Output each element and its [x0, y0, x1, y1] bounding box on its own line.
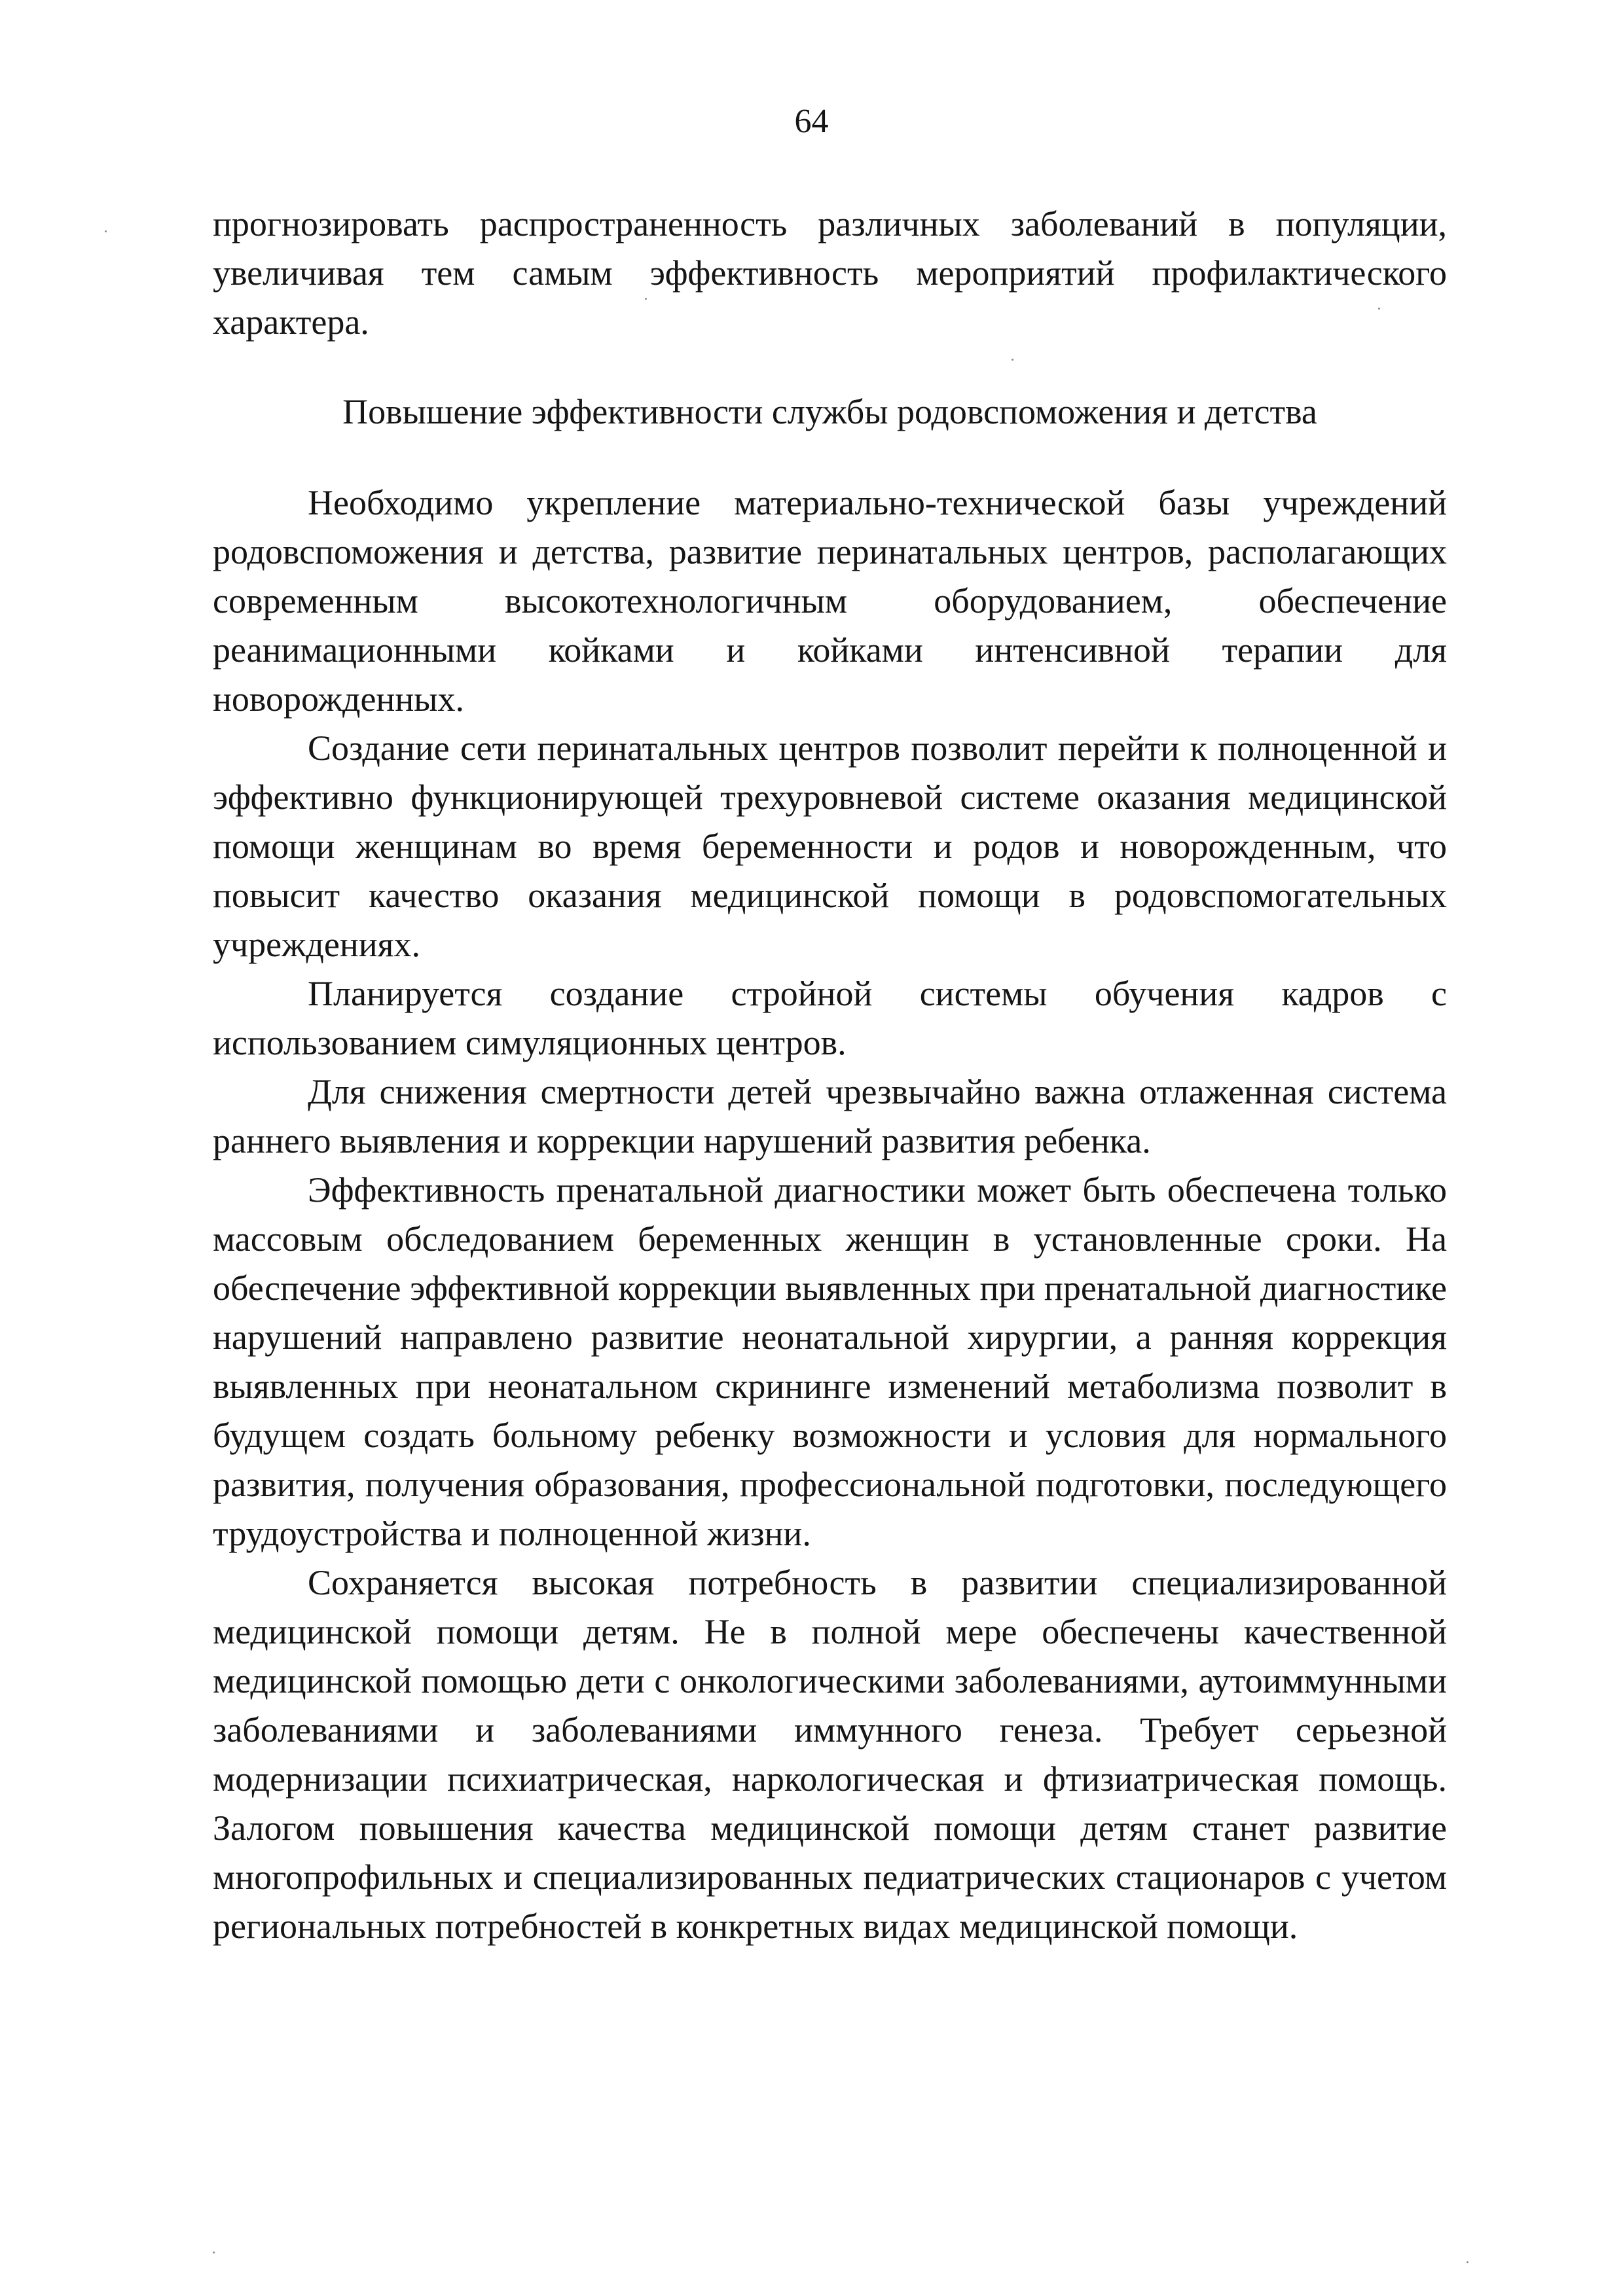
scan-speck	[1467, 2261, 1468, 2263]
scan-speck	[1378, 308, 1380, 310]
page-body	[213, 200, 1447, 1951]
paragraph-1: Необходимо укрепление материально-технической базы учреждений родовспоможения и детства, развитие перинатальных центров, располагающих современным высокотехнологичным оборудованием, обеспечение реанимационными койками и койками интенсивной терапии для новорожденных.	[213, 483, 1447, 719]
paragraph-3: Планируется создание стройной системы обучения кадров с использованием симуляционных центров.	[213, 974, 1447, 1062]
scan-speck	[213, 2251, 215, 2253]
scan-speck	[645, 298, 647, 300]
intro-continuation-paragraph: прогнозировать распространенность различных заболеваний в популяции, увеличивая тем самым эффективность мероприятий профилактического характера.	[213, 204, 1447, 342]
section-heading: Повышение эффективности службы родовспоможения и детства	[342, 392, 1317, 431]
paragraph-6: Сохраняется высокая потребность в развитии специализированной медицинской помощи детям. Не в полной мере обеспечены качественной медицинской помощью дети с онкологическими заболеваниями, аутоиммунными заболеваниями и заболеваниями иммунного генеза. Требует серьезной модернизации психиатрическая, наркологическая и фтизиатрическая помощь. Залогом повышения качества медицинской помощи детям станет развитие многопрофильных и специализированных педиатрических стационаров с учетом региональных потребностей в конкретных видах медицинской помощи.	[213, 1563, 1447, 1946]
scan-speck	[1012, 359, 1013, 361]
paragraph-4: Для снижения смертности детей чрезвычайно важна отлаженная система раннего выявления и коррекции нарушений развития ребенка.	[213, 1072, 1447, 1160]
paragraph-5: Эффективность пренатальной диагностики может быть обеспечена только массовым обследованием беременных женщин в установленные сроки. На обеспечение эффективной коррекции выявленных при пренатальной диагностике нарушений направлено развитие неонатальной хирургии, а ранняя коррекция выявленных при неонатальном скрининге изменений метаболизма позволит в будущем создать больному ребенку возможности и условия для нормального развития, получения образования, профессиональной подготовки, последующего трудоустройства и полноценной жизни.	[213, 1170, 1447, 1553]
paragraph-2: Создание сети перинатальных центров позволит перейти к полноценной и эффективно функционирующей трехуровневой системе оказания медицинской помощи женщинам во время беременности и родов и новорожденным, что повысит качество оказания медицинской помощи в родовспомогательных учреждениях.	[213, 728, 1447, 964]
scan-speck	[105, 230, 107, 232]
page-number: 64	[794, 103, 829, 140]
